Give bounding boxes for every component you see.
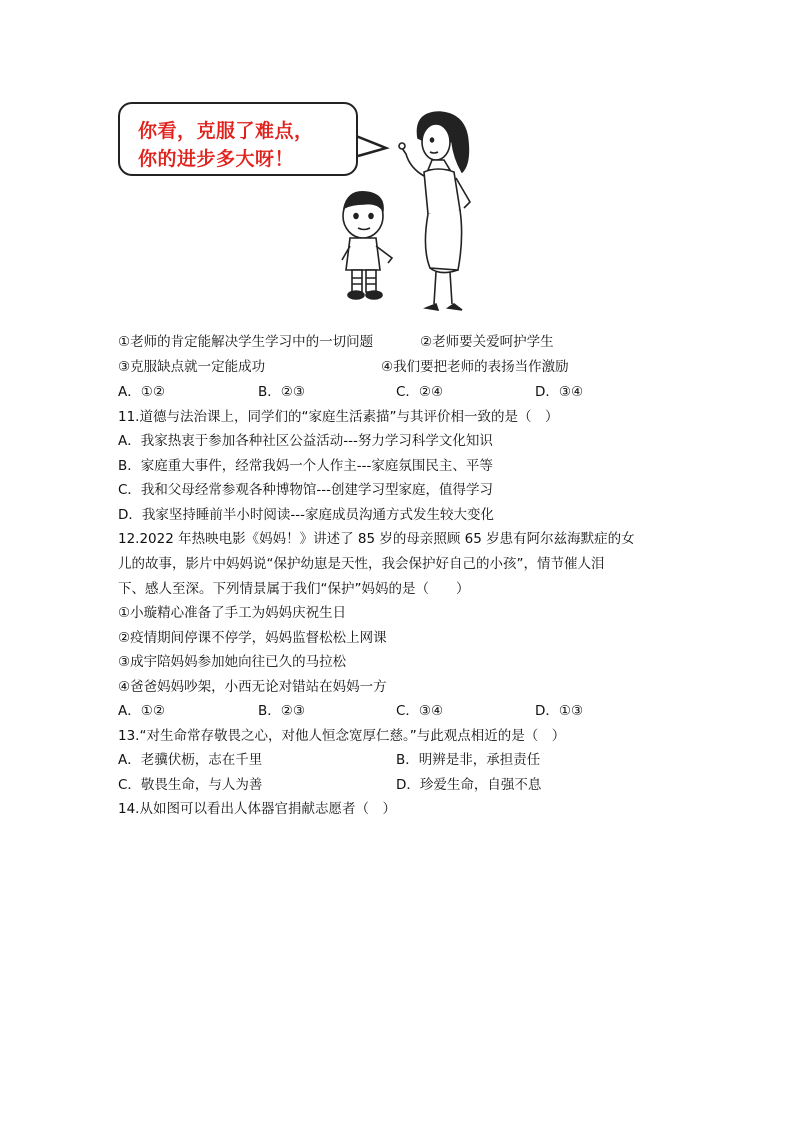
q13-option-a[interactable]: A．老骥伏枥，志在千里 bbox=[118, 752, 263, 768]
q10-option-b[interactable]: B．②③ bbox=[258, 384, 305, 400]
q12-statement-4: ④爸爸妈妈吵架，小西无论对错站在妈妈一方 bbox=[118, 679, 387, 695]
q11-stem: 11.道德与法治课上，同学们的“家庭生活素描”与其评价相一致的是（ ） bbox=[118, 409, 559, 425]
speech-bubble bbox=[118, 102, 358, 176]
q12-statement-1: ①小璇精心准备了手工为妈妈庆祝生日 bbox=[118, 605, 347, 621]
q10-option-c[interactable]: C．②④ bbox=[396, 384, 444, 400]
q12-option-c[interactable]: C．③④ bbox=[396, 703, 444, 719]
q13-stem: 13.“对生命常存敬畏之心，对他人恒念宽厚仁慈。”与此观点相近的是（ ） bbox=[118, 728, 566, 744]
q11-choice-c[interactable]: C．我和父母经常参观各种博物馆---创建学习型家庭，值得学习 bbox=[118, 482, 494, 498]
q10-statement-2: ②老师要关爱呵护学生 bbox=[420, 334, 554, 350]
speech-line-2: 你的进步多大呀！ bbox=[138, 148, 295, 170]
q10-option-a[interactable]: A．①② bbox=[118, 384, 165, 400]
q12-stem-line-2: 儿的故事，影片中妈妈说“保护幼崽是天性，我会保护好自己的小孩”，情节催人泪 bbox=[118, 556, 605, 572]
q10-statement-4: ④我们要把老师的表扬当作激励 bbox=[381, 359, 569, 375]
q12-stem-line-3: 下、感人至深。下列情景属于我们“保护”妈妈的是（ ） bbox=[118, 581, 470, 597]
q12-statement-2: ②疫情期间停课不停学，妈妈监督松松上网课 bbox=[118, 630, 387, 646]
q13-option-b[interactable]: B．明辨是非，承担责任 bbox=[396, 752, 541, 768]
child-figure bbox=[342, 192, 392, 299]
q13-option-d[interactable]: D．珍爱生命，自强不息 bbox=[396, 777, 542, 793]
q10-statement-3: ③克服缺点就一定能成功 bbox=[118, 359, 266, 375]
q11-choice-b[interactable]: B．家庭重大事件，经常我妈一个人作主---家庭氛围民主、平等 bbox=[118, 458, 493, 474]
speech-line-1: 你看，克服了难点， bbox=[138, 120, 314, 142]
q11-choice-d[interactable]: D．我家坚持睡前半小时阅读---家庭成员沟通方式发生较大变化 bbox=[118, 507, 495, 523]
q13-option-c[interactable]: C．敬畏生命，与人为善 bbox=[118, 777, 263, 793]
q12-option-a[interactable]: A．①② bbox=[118, 703, 165, 719]
speech-tail bbox=[356, 136, 386, 156]
q12-statement-3: ③成宇陪妈妈参加她向往已久的马拉松 bbox=[118, 654, 347, 670]
q12-option-b[interactable]: B．②③ bbox=[258, 703, 305, 719]
q12-stem-line-1: 12.2022 年热映电影《妈妈！》讲述了 85 岁的母亲照顾 65 岁患有阿尔兹海默症的女 bbox=[118, 531, 635, 547]
q14-stem: 14.从如图可以看出人体器官捐献志愿者（ ） bbox=[118, 801, 396, 817]
q12-option-d[interactable]: D．①③ bbox=[535, 703, 584, 719]
q10-option-d[interactable]: D．③④ bbox=[535, 384, 584, 400]
q10-statement-1: ①老师的肯定能解决学生学习中的一切问题 bbox=[118, 334, 374, 350]
q11-choice-a[interactable]: A．我家热衷于参加各种社区公益活动---努力学习科学文化知识 bbox=[118, 433, 493, 449]
teacher-figure bbox=[399, 112, 470, 310]
